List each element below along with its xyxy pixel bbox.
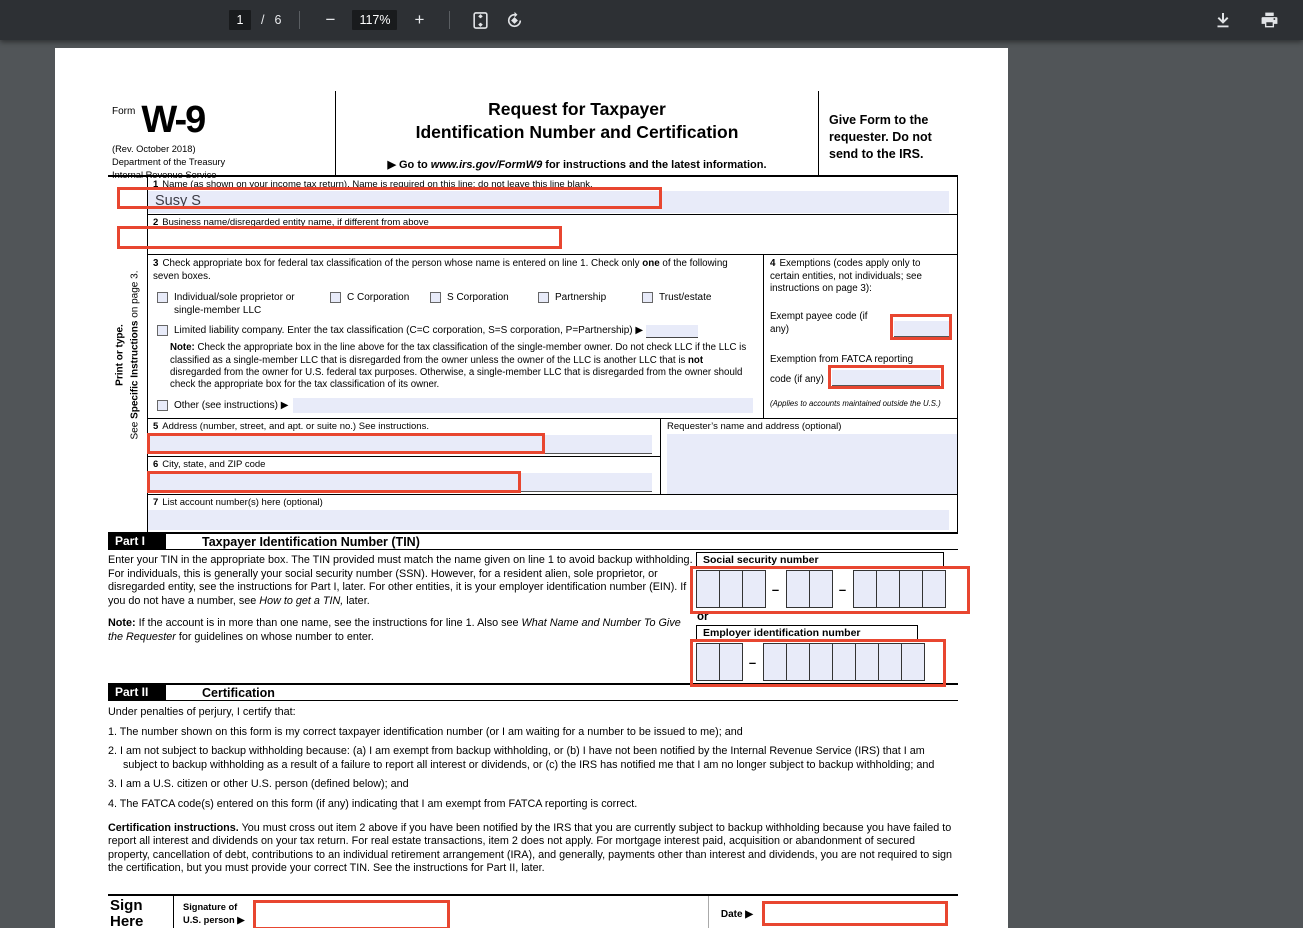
line3-column xyxy=(148,255,763,418)
part2-header xyxy=(108,683,958,701)
checkbox-individual[interactable] xyxy=(157,292,168,303)
checkbox-s-corporation[interactable] xyxy=(430,292,441,303)
print-button[interactable] xyxy=(1257,8,1281,32)
line3-number: 3 xyxy=(153,258,159,269)
toolbar-divider xyxy=(299,11,300,29)
form-dept-line2: Internal Revenue Service xyxy=(112,169,217,180)
form-title-line1: Request for Taxpayer xyxy=(488,99,666,119)
certification-instructions xyxy=(108,822,958,876)
ein-cell[interactable] xyxy=(786,643,810,681)
fatca-label-line1: Exemption from FATCA reporting xyxy=(770,353,914,365)
ssn-cell[interactable] xyxy=(876,570,900,608)
part1-note-bold: Note: xyxy=(108,617,136,630)
part1-badge: Part I xyxy=(108,534,166,549)
ssn-cell[interactable] xyxy=(853,570,877,608)
part1-para-t2: later. xyxy=(343,594,370,607)
toolbar-divider xyxy=(449,11,450,29)
exempt-payee-label: Exempt payee code (if any) xyxy=(770,311,868,335)
date-label: Date ▶ xyxy=(720,909,753,920)
part2-body xyxy=(108,701,958,887)
fit-page-icon xyxy=(471,11,490,30)
page-separator: / xyxy=(261,13,265,27)
part2-title: Certification xyxy=(202,685,275,700)
ein-cell[interactable] xyxy=(763,643,787,681)
city-state-zip-field[interactable] xyxy=(148,473,652,492)
form-revision: (Rev. October 2018) xyxy=(112,144,196,154)
ein-dash: – xyxy=(748,654,757,670)
line3-note-bold: Note: xyxy=(170,342,195,354)
form-id-block xyxy=(108,91,336,180)
goto-post: for instructions and the latest information. xyxy=(542,159,767,171)
line5-row xyxy=(148,419,660,457)
tin-column xyxy=(696,550,958,683)
goto-pre: Go to xyxy=(398,159,431,171)
ssn-cell[interactable] xyxy=(899,570,923,608)
part1-para-i1: How to get a TIN, xyxy=(259,594,344,607)
line3-line4-row xyxy=(148,255,957,419)
form-goto-line xyxy=(336,158,818,175)
ein-cell[interactable] xyxy=(878,643,902,681)
address-column xyxy=(148,419,661,494)
part1-note-t1: If the account is in more than one name, see the instructions for line 1. Also see xyxy=(135,617,522,630)
certification-item: 1. The number shown on this form is my correct taxpayer identification number (or I am waiting for a number to be issued to me); and xyxy=(108,725,743,738)
llc-classification-field[interactable] xyxy=(646,325,698,338)
or-label: or xyxy=(697,611,709,623)
checkbox-other[interactable] xyxy=(157,400,168,411)
signature-label-line1: Signature of xyxy=(183,902,238,912)
line5-label: Address (number, street, and apt. or suite no.) See instructions. xyxy=(162,421,429,432)
checkbox-llc[interactable] xyxy=(157,325,168,336)
line6-row xyxy=(148,457,660,494)
line3-note-t1: Check the appropriate box in the line above for the tax classification of the single-member owner. Do not check LLC if the LLC is classified as a single-member LLC that is disregarded from the owner unless the owner of the LLC is another LLC that is xyxy=(170,342,747,366)
part1-title: Taxpayer Identification Number (TIN) xyxy=(202,534,420,549)
line3-label-pre: Check appropriate box for federal tax classification of the person whose name is entered on line 1. Check only xyxy=(162,258,643,269)
ssn-cells xyxy=(696,570,945,608)
line3-label-bold: one xyxy=(642,258,660,269)
ssn-cell[interactable] xyxy=(786,570,810,608)
line3-note-b2: not xyxy=(688,354,704,366)
ssn-cell[interactable] xyxy=(696,570,720,608)
cert-instructions-text: You must cross out item 2 above if you have been notified by the IRS that you are currently subject to backup withholding because you have failed to report all interest and dividends on your tax return. For real estate transactions, item 2 does not apply. For mortgage interest paid, acquisition or abandonment of secured property, cancellation of debt, contributions to an individual retirement arrangement (IRA), and generally, payments other than interest and dividends, you are not required to sign the certification, but you must provide your correct TIN. See the instructions for Part II, later. xyxy=(108,821,953,875)
part1-body xyxy=(108,550,958,683)
line2-label: Business name/disregarded entity name, if different from above xyxy=(162,217,429,228)
applies-note: (Applies to accounts maintained outside the U.S.) xyxy=(770,399,941,409)
ssn-label: Social security number xyxy=(696,552,944,568)
zoom-level-input[interactable]: 117% xyxy=(352,10,397,30)
llc-label: Limited liability company. Enter the tax classification (C=C corporation, S=S corporation, P=Partnership) ▶ xyxy=(174,325,644,337)
checkbox-partnership-label: Partnership xyxy=(555,292,607,304)
line1-number: 1 xyxy=(153,179,159,190)
part2-badge: Part II xyxy=(108,685,166,700)
form-dept-line1: Department of the Treasury xyxy=(112,156,226,167)
ssn-cell[interactable] xyxy=(922,570,946,608)
ein-cell[interactable] xyxy=(855,643,879,681)
page-total: 6 xyxy=(274,13,282,27)
certification-item: 4. The FATCA code(s) entered on this form (if any) indicating that I am exempt from FATCA reporting is correct. xyxy=(108,797,638,810)
arrow-icon: ▶ xyxy=(387,159,399,171)
print-or-type-sidebar xyxy=(108,177,147,532)
line4-number: 4 xyxy=(770,258,776,269)
signature-label xyxy=(174,896,253,928)
sidebar-line2-pre: See xyxy=(128,418,140,439)
checkbox-trust-estate-label: Trust/estate xyxy=(659,292,712,304)
line5-number: 5 xyxy=(153,421,159,432)
rotate-counterclockwise-icon xyxy=(505,11,524,30)
name-field[interactable]: Susy S xyxy=(148,191,949,213)
requester-column xyxy=(661,419,957,494)
part1-note-t2: for guidelines on whose number to enter. xyxy=(175,630,374,643)
checkbox-c-corporation[interactable] xyxy=(330,292,341,303)
line3-label-post: of the following seven boxes. xyxy=(153,258,728,282)
ein-cell[interactable] xyxy=(696,643,720,681)
checkbox-trust-estate[interactable] xyxy=(642,292,653,303)
ein-cells xyxy=(696,643,924,681)
zoom-out-button[interactable]: − xyxy=(318,8,342,32)
requester-label: Requester’s name and address (optional) xyxy=(667,421,842,432)
sidebar-line2 xyxy=(128,270,143,439)
part1-header xyxy=(108,532,958,550)
pdf-toolbar xyxy=(0,0,1303,40)
ssn-cell[interactable] xyxy=(809,570,833,608)
ein-cell[interactable] xyxy=(901,643,925,681)
form-url: www.irs.gov/FormW9 xyxy=(430,159,543,171)
part1-para-t1: Enter your TIN in the appropriate box. The TIN provided must match the name given on line 1 to avoid backup withholding. For individuals, this is generally your social security number (SSN). However, for a resident alien, sole proprietor, or disregarded entity, see the instructions for Part I, later. For other entities, it is your employer identification number (EIN). If you do not have a number, see xyxy=(108,554,693,607)
form-title-block xyxy=(336,91,818,175)
ein-label: Employer identification number xyxy=(696,625,918,641)
line3-note xyxy=(170,342,749,390)
requester-field[interactable] xyxy=(667,434,957,494)
line6-label: City, state, and ZIP code xyxy=(162,459,266,470)
give-form-note: Give Form to the requester. Do not send to the IRS. xyxy=(818,91,958,175)
line1-row xyxy=(148,177,957,215)
part1-instructions xyxy=(108,550,693,683)
print-icon xyxy=(1260,11,1279,30)
sign-here-label xyxy=(108,896,174,928)
zoom-in-button[interactable]: + xyxy=(407,8,431,32)
sidebar-line2-bold: Specific Instructions xyxy=(128,320,140,419)
other-label: Other (see instructions) ▶ xyxy=(174,399,289,411)
ssn-dash: – xyxy=(771,581,780,597)
business-name-field[interactable] xyxy=(148,229,949,253)
w9-form xyxy=(108,91,958,928)
date-field[interactable] xyxy=(762,901,948,926)
line7-row xyxy=(148,495,957,532)
line7-number: 7 xyxy=(153,497,159,508)
form-main-box xyxy=(147,177,958,532)
ein-cell[interactable] xyxy=(832,643,856,681)
line6-number: 6 xyxy=(153,459,159,470)
date-zone xyxy=(708,896,958,928)
highlight-box-exempt-payee xyxy=(890,314,952,340)
line2-number: 2 xyxy=(153,217,159,228)
checkbox-individual-label: Individual/sole proprietor or single-member LLC xyxy=(174,292,295,316)
part1-note-i1: What Name and Number To Give the Requester xyxy=(108,617,681,643)
ein-cell[interactable] xyxy=(719,643,743,681)
sign-word: Sign xyxy=(110,897,143,914)
signature-field[interactable] xyxy=(253,900,450,928)
line5-line6-row xyxy=(148,419,957,495)
page-number-input[interactable]: 1 xyxy=(229,10,251,30)
fit-to-page-button[interactable] xyxy=(468,8,492,32)
pdf-page xyxy=(55,48,1008,928)
signature-label-line2: U.S. person ▶ xyxy=(183,914,245,925)
other-field[interactable] xyxy=(293,398,753,413)
checkbox-s-corporation-label: S Corporation xyxy=(447,292,509,304)
cert-instructions-bold: Certification instructions. xyxy=(108,821,239,834)
download-icon xyxy=(1214,11,1232,29)
ssn-dash: – xyxy=(838,581,847,597)
line2-row xyxy=(148,215,957,255)
checkbox-partnership[interactable] xyxy=(538,292,549,303)
sidebar-line1: Print or type. xyxy=(114,323,125,386)
fatca-code-field[interactable] xyxy=(832,370,940,386)
form-word: Form xyxy=(112,106,136,117)
line3-note-t2: disregarded from the owner for U.S. federal tax purposes. Otherwise, a single-member LLC that is disregarded from the owner should check the appropriate box for the tax classification of its owner. xyxy=(170,366,743,390)
certification-item: 3. I am a U.S. citizen or other U.S. person (defined below); and xyxy=(108,778,409,791)
line7-label: List account number(s) here (optional) xyxy=(162,497,323,508)
highlight-box-address xyxy=(147,433,545,454)
certification-item: 2. I am not subject to backup withholding because: (a) I am exempt from backup withholding, or (b) I have not been notified by the Internal Revenue Service (IRS) that I am subject to backup withholding as a result of a failure to report all interest or dividends, or (c) the IRS has notified me that I am no longer subject to backup withholding; and xyxy=(108,745,935,771)
highlight-box-fatca xyxy=(828,365,944,389)
address-field[interactable] xyxy=(148,435,652,454)
ein-cell[interactable] xyxy=(809,643,833,681)
download-button[interactable] xyxy=(1211,8,1235,32)
highlight-box-city xyxy=(147,471,521,493)
rotate-button[interactable] xyxy=(502,8,526,32)
checkbox-c-corporation-label: C Corporation xyxy=(347,292,410,304)
ssn-cell[interactable] xyxy=(742,570,766,608)
sign-here-row xyxy=(108,894,958,928)
here-word: Here xyxy=(110,913,144,928)
fatca-label-line2: code (if any) xyxy=(770,373,824,385)
sidebar-line2-post: on page 3. xyxy=(128,270,140,321)
form-number: W-9 xyxy=(141,99,205,141)
line4-label: Exemptions (codes apply only to certain entities, not individuals; see instructions on page 3): xyxy=(770,258,922,295)
form-header xyxy=(108,91,958,180)
line4-column xyxy=(763,255,957,418)
certification-intro: Under penalties of perjury, I certify that: xyxy=(108,706,296,718)
account-numbers-field[interactable] xyxy=(148,510,949,530)
form-title-line2: Identification Number and Certification xyxy=(415,121,739,142)
form-upper-section xyxy=(108,177,958,532)
pdf-viewer-canvas xyxy=(0,40,1303,928)
exempt-payee-code-field[interactable] xyxy=(894,321,952,337)
ssn-cell[interactable] xyxy=(719,570,743,608)
line1-label: Name (as shown on your income tax return). Name is required on this line; do not leave this line blank. xyxy=(162,179,593,190)
